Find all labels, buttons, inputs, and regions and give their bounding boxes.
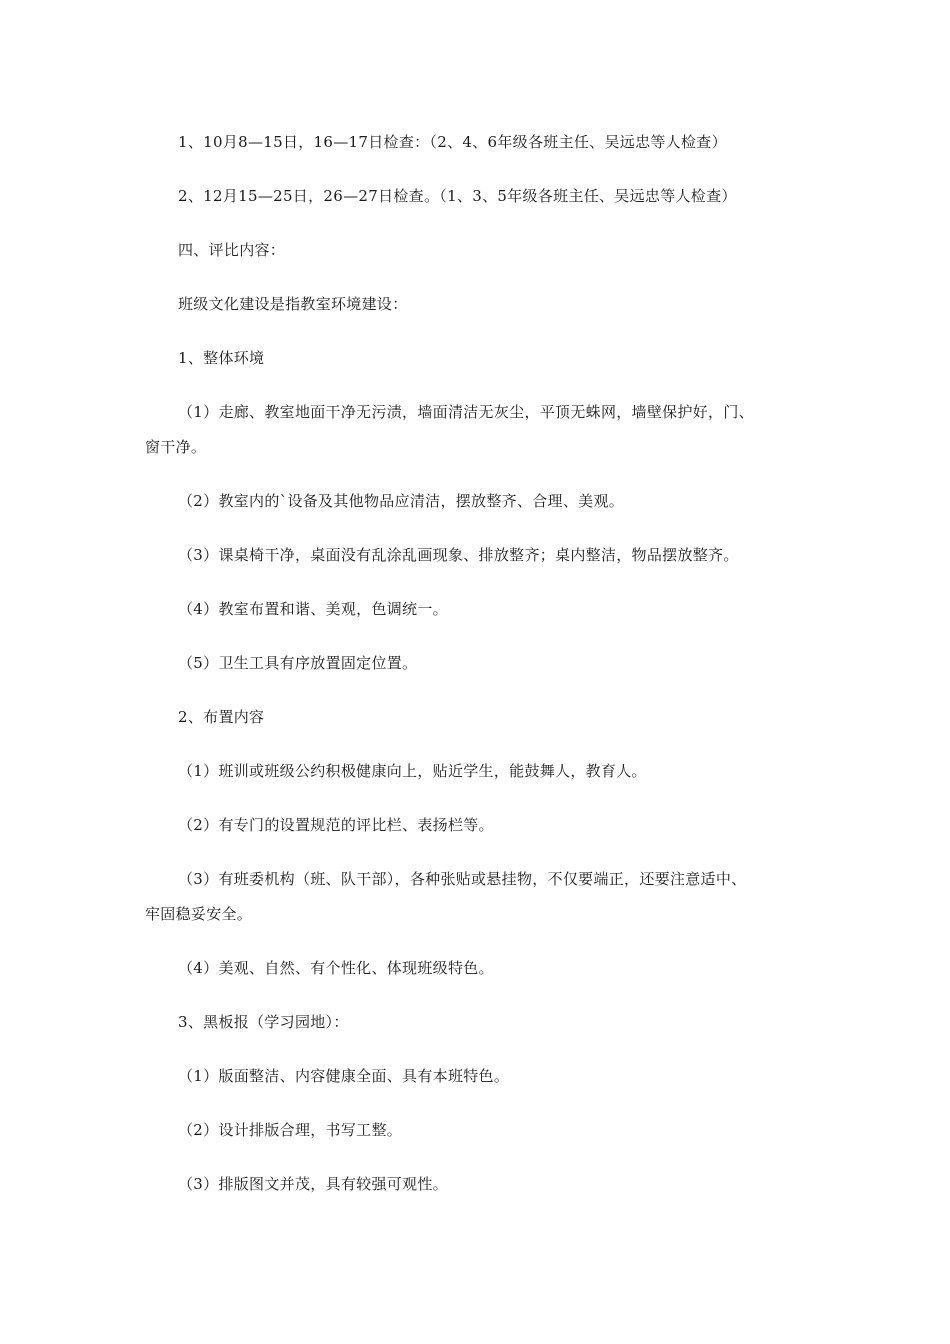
item-2-1: （1）班训或班级公约积极健康向上，贴近学生，能鼓舞人，教育人。 — [178, 762, 647, 780]
subheading-layout: 2、布置内容 — [178, 708, 265, 726]
item-1-2: （2）教室内的`设备及其他物品应清洁，摆放整齐、合理、美观。 — [178, 492, 625, 510]
item-1-1-cont: 窗干净。 — [145, 438, 207, 456]
item-2-3-cont: 牢固稳妥安全。 — [145, 905, 253, 923]
intro-line: 班级文化建设是指教室环境建设： — [178, 295, 408, 313]
item-1-4: （4）教室布置和谐、美观，色调统一。 — [178, 600, 448, 618]
item-3-1: （1）版面整洁、内容健康全面、具有本班特色。 — [178, 1067, 510, 1085]
item-2-4: （4）美观、自然、有个性化、体现班级特色。 — [178, 959, 494, 977]
subheading-overall: 1、整体环境 — [178, 349, 265, 367]
subheading-blackboard: 3、黑板报（学习园地）： — [178, 1013, 349, 1031]
item-1-1: （1）走廊、教室地面干净无污渍，墙面清洁无灰尘，平顶无蛛网，墙壁保护好，门、 — [178, 403, 754, 421]
item-1-3: （3）课桌椅干净，桌面没有乱涂乱画现象、排放整齐；桌内整洁，物品摆放整齐。 — [178, 546, 739, 564]
schedule-line-1: 1、10月8—15日，16—17日检查：（2、4、6年级各班主任、吴远忠等人检查） — [178, 133, 727, 151]
schedule-line-2: 2、12月15—25日，26—27日检查。（1、3、5年级各班主任、吴远忠等人检查） — [178, 187, 737, 205]
section-heading: 四、评比内容： — [178, 241, 286, 259]
item-2-2: （2）有专门的设置规范的评比栏、表扬栏等。 — [178, 816, 494, 834]
item-3-3: （3）排版图文并茂，具有较强可观性。 — [178, 1175, 448, 1193]
item-3-2: （2）设计排版合理，书写工整。 — [178, 1121, 403, 1139]
item-2-3: （3）有班委机构（班、队干部），各种张贴或悬挂物，不仅要端正，还要注意适中、 — [178, 870, 747, 888]
item-1-5: （5）卫生工具有序放置固定位置。 — [178, 654, 418, 672]
